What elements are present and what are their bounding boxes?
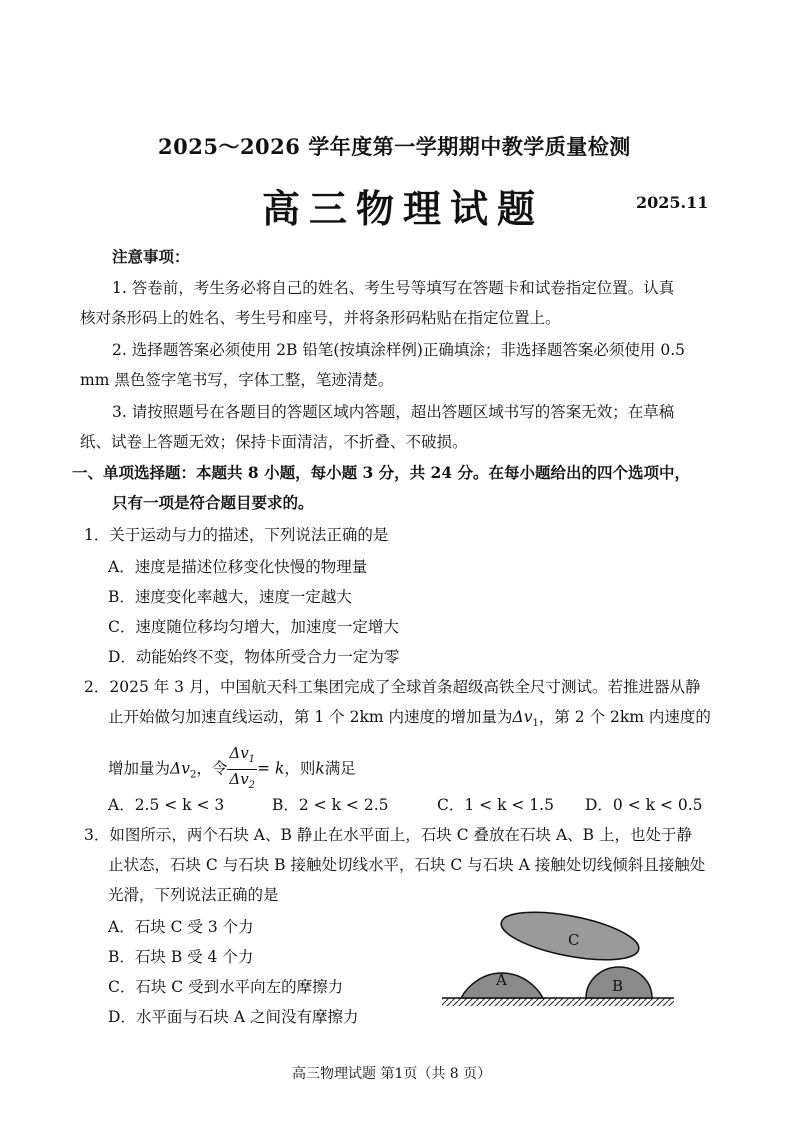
stone-b-label: B <box>612 977 624 995</box>
q2-stem-c1: 增加量为 <box>108 759 171 778</box>
notice-item-3b: 纸、试卷上答题无效；保持卡面清洁，不折叠、不破损。 <box>80 433 468 451</box>
q2-option-d: D．0 < k < 0.5 <box>585 796 703 814</box>
section-heading-a: 一、单项选择题：本题共 8 小题，每小题 3 分，共 24 分。在每小题给出的四个选项中， <box>72 463 691 482</box>
section-heading-b: 只有一项是符合题目要求的。 <box>112 493 314 512</box>
exam-date: 2025.11 <box>636 193 709 212</box>
notice-item-1a: 1. 答卷前，考生务必将自己的姓名、考生号等填写在答题卡和试卷指定位置。认真 <box>112 279 675 297</box>
q2-stem-c4: 满足 <box>324 759 356 778</box>
q2-delta-v2: Δv <box>170 759 190 778</box>
q3-stem-b: 止状态，石块 C 与石块 B 接触处切线水平，石块 C 与石块 A 接触处切线倾斜且接触处 <box>108 856 706 874</box>
q2-option-c: C．1 < k < 1.5 <box>437 796 554 814</box>
q1-stem: 1．关于运动与力的描述，下列说法正确的是 <box>84 526 389 544</box>
stone-a-label: A <box>496 971 507 989</box>
q2-equals-k: = k <box>257 759 285 778</box>
q3-option-a: A．石块 C 受 3 个力 <box>108 918 254 936</box>
q2-stem-b <box>108 707 711 734</box>
q3-option-d: D．水平面与石块 A 之间没有摩擦力 <box>108 1008 359 1026</box>
q2-stem-a: 2．2025 年 3 月，中国航天科工集团完成了全球首条超级高铁全尺寸测试。若推进器从静 <box>84 678 701 696</box>
notice-item-1b: 核对条形码上的姓名、考生号和座号，并将条形码粘贴在指定位置上。 <box>80 309 561 327</box>
notice-item-2a: 2. 选择题答案必须使用 2B 铅笔(按填涂样例)正确填涂；非选择题答案必须使用 0.5 <box>112 341 685 359</box>
q2-stem-c3: ，则 <box>284 759 316 778</box>
notice-item-3a: 3. 请按照题号在各题目的答题区域内答题，超出答题区域书写的答案无效；在草稿 <box>112 403 675 421</box>
q2-ratio-fraction <box>227 744 257 795</box>
page-footer: 高三物理试题 第1页（共 8 页） <box>292 1066 492 1082</box>
q2-option-a: A．2.5 < k < 3 <box>108 796 225 814</box>
q3-stem-a: 3．如图所示，两个石块 A、B 静止在水平面上，石块 C 叠放在石块 A、B 上，也处于静 <box>84 826 692 844</box>
stone-c-label: C <box>568 931 580 949</box>
q1-option-c: C．速度随位移均匀增大，加速度一定增大 <box>108 618 399 636</box>
q2-stem-b2: ，第 2 个 2km 内速度的 <box>538 708 711 726</box>
ground-hatch <box>442 998 674 1006</box>
q2-frac-num-sub: 1 <box>248 754 256 765</box>
q3-option-c: C．石块 C 受到水平向左的摩擦力 <box>108 978 344 996</box>
q2-stem-c2: ，令 <box>196 759 228 778</box>
q2-stem-b1: 止开始做匀加速直线运动，第 1 个 2km 内速度的增加量为 <box>108 708 513 726</box>
q2-stem-c <box>108 744 356 795</box>
page-title: 高三物理试题 <box>262 186 545 231</box>
q2-frac-den: Δv <box>229 770 249 788</box>
stones-figure <box>440 905 680 1015</box>
q1-option-d: D．动能始终不变，物体所受合力一定为零 <box>108 648 400 666</box>
notice-heading: 注意事项： <box>112 247 190 266</box>
notice-item-2b: mm 黑色签字笔书写，字体工整，笔迹清楚。 <box>80 371 394 389</box>
q1-option-b: B．速度变化率越大，速度一定越大 <box>108 588 352 606</box>
q2-delta-v1-sub: 1 <box>532 718 539 730</box>
q2-option-b: B．2 < k < 2.5 <box>272 796 389 814</box>
q3-stem-c: 光滑，下列说法正确的是 <box>108 886 279 904</box>
q2-delta-v2-sub: 2 <box>189 769 197 781</box>
q2-delta-v1: Δv <box>512 708 533 726</box>
exam-series-title: 2025～2026 学年度第一学期期中教学质量检测 <box>158 134 631 159</box>
q3-option-b: B．石块 B 受 4 个力 <box>108 948 254 966</box>
q2-k: k <box>315 759 325 778</box>
q2-frac-den-sub: 2 <box>248 780 256 791</box>
q1-option-a: A．速度是描述位移变化快慢的物理量 <box>108 558 368 576</box>
q2-frac-num: Δv <box>229 744 249 762</box>
